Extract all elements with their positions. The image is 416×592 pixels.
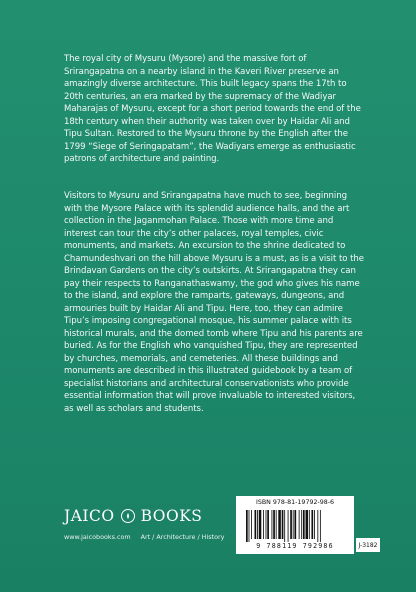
- publisher-website: www.jaicobooks.com: [64, 533, 131, 541]
- barcode-box: [236, 496, 354, 554]
- product-code-tag: J-3182: [356, 538, 380, 552]
- publisher-meta: [64, 533, 224, 541]
- blurb-paragraph-1: The royal city of Mysuru (Mysore) and the massive fort of Srirangapatna on a nearby island in the Kaveri River preserve an amazingly diverse architecture. This built legacy spans the 17th to 20th centuries, an era marked by the supremacy of the Wadiyar Maharajas of Mysuru, except for a short period towards the end of the 18th century when their authority was taken over by Haidar Ali and Tipu Sultan. Restored to the Mysuru throne by the English after the 1799 “Siege of Seringapatam”, the Wadiyars emerge as enthusiastic patrons of architecture and painting.: [64, 54, 361, 164]
- publisher-name-left: JAICO: [64, 507, 115, 525]
- publisher-logo: [64, 507, 202, 525]
- isbn-label: ISBN 978-81-19792-98-6: [255, 499, 335, 506]
- publisher-name-right: BOOKS: [140, 507, 203, 525]
- jaico-emblem-icon: [121, 509, 135, 523]
- book-categories: Art / Architecture / History: [140, 533, 225, 541]
- blurb-paragraph-2: Visitors to Mysuru and Srirangapatna have much to see, beginning with the Mysore Palace with its splendid audience halls, and the art collection in the Jaganmohan Palace. Those with more time and interest can tour the city’s other palaces, royal temples, civic monuments, and markets. An excursion to the shrine dedicated to Chamundeshvari on the hill above Mysuru is a must, as is a visit to the Brindavan Gardens on the city’s outskirts. At Srirangapatna they can pay their respects to Ranganathaswamy, the god who gives his name to the island, and explore the ramparts, gateways, dungeons, and armouries built by Haidar Ali and Tipu. Here, too, they can admire Tipu’s imposing congregational mosque, his summer palace with its historical murals, and the domed tomb where Tipu and his parents are buried. As for the English who vanquished Tipu, they are represented by churches, memorials, and cemeteries. All these buildings and monuments are described in this illustrated guidebook by a team of specialist historians and architectural conservationists who provide essential information that will prove invaluable to interested visitors, as well as scholars and students.: [64, 191, 364, 414]
- barcode-digits: 9 788119 792986: [256, 542, 334, 550]
- barcode-icon: [244, 510, 346, 542]
